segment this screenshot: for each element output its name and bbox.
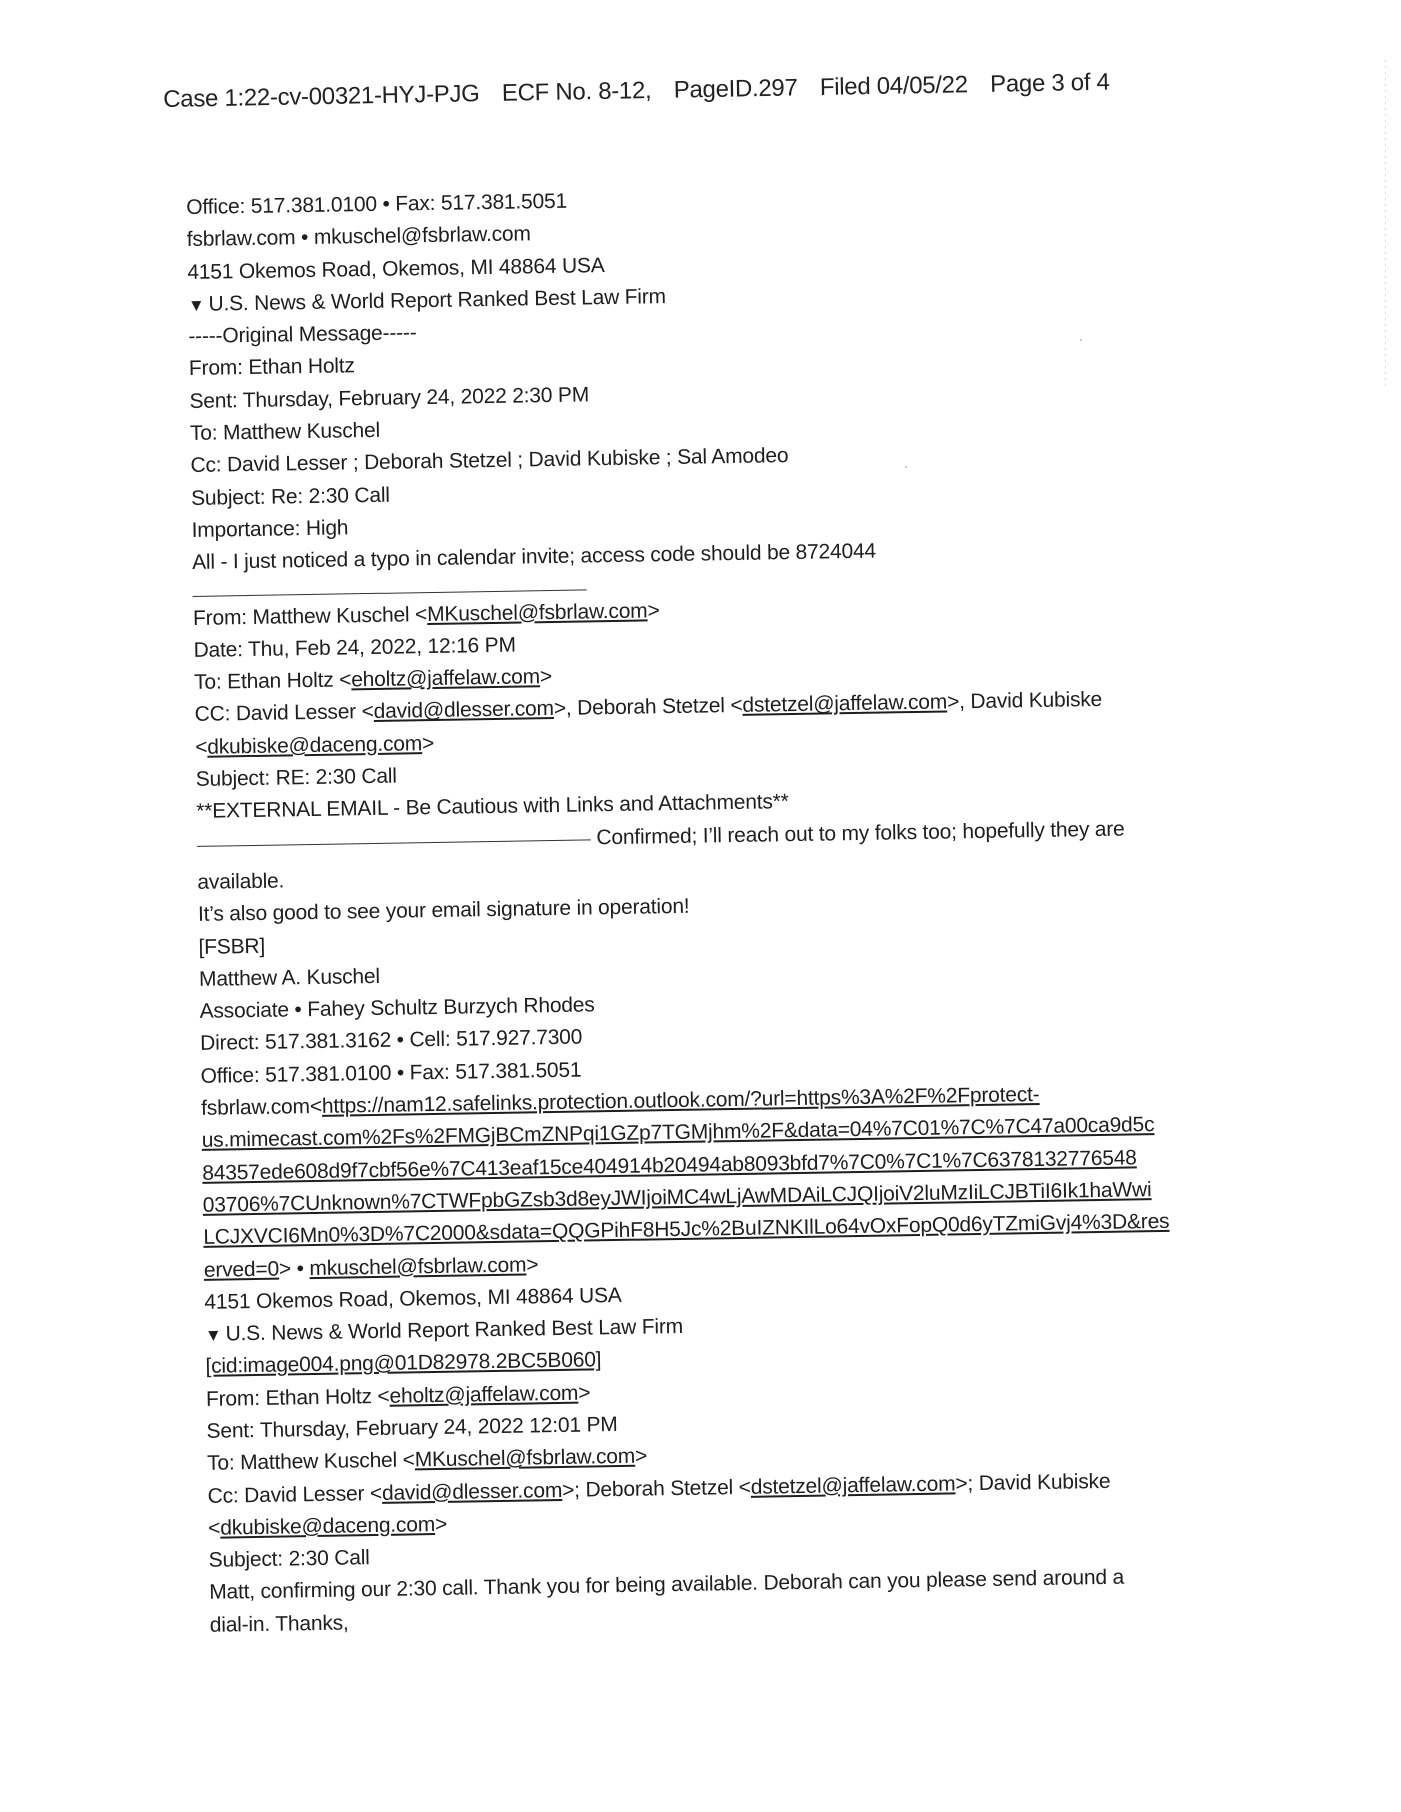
cc-email-link[interactable]: dkubiske@daceng.com [220,1512,436,1540]
page-number: Page 3 of 4 [989,68,1110,98]
ecf-number: ECF No. 8-12, [501,77,652,107]
email-sent: Sent: Thursday, February 24, 2022 2:30 PM [189,383,590,413]
cc-email-link[interactable]: dstetzel@jaffelaw.com [750,1472,956,1499]
ecf-filing-header [163,68,1126,114]
to-label: To: Matthew Kuschel < [206,1448,415,1476]
url-suffix: > • [278,1256,310,1281]
email-subject: Subject: RE: 2:30 Call [195,764,397,791]
original-message-separator: -----Original Message----- [188,321,417,349]
triangle-marker-icon: ▼ [204,1325,222,1345]
triangle-marker-icon: ▼ [187,295,205,315]
gt-symbol: > [421,731,435,755]
email-chain [186,175,1260,1642]
email-body-line: Matt, confirming our 2:30 call. Thank you for being available. Deborah can you please send around a [209,1566,1125,1605]
cc-email-link[interactable]: david@dlesser.com [373,697,555,724]
signature-office: Office: 517.381.0100 • Fax: 517.381.5051 [200,1058,582,1088]
scan-edge-artifact [1385,60,1386,390]
safelink-url[interactable]: 84357ede608d9f7cbf56e%7C413eaf15ce404914b20494ab8093bfd7%7C0%7C1%7C6378132776548 [202,1145,1137,1185]
from-email-link[interactable]: MKuschel@fsbrlaw.com [426,598,648,626]
safelink-url[interactable]: LCJXVCI6Mn0%3D%7C2000&sdata=QQGPihF8H5Jc%2BuIZNKIlLo64vOxFopQ0d6yTZmiGvj4%3D&res [203,1210,1170,1250]
lt-symbol: < [207,1516,221,1540]
gt-symbol: > [434,1512,448,1536]
safelink-url[interactable]: erved=0 [203,1257,280,1282]
signature-title: Associate • Fahey Schultz Burzych Rhodes [199,993,595,1024]
cc-label: >, Deborah Stetzel < [553,694,743,721]
email-message-3 [206,1366,1260,1642]
email-date: Date: Thu, Feb 24, 2022, 12:16 PM [193,633,516,662]
cc-email-link[interactable]: david@dlesser.com [381,1478,563,1505]
body-text: Confirmed; I’ll reach out to my folks too; hopefully they are [596,817,1125,849]
safelink-url[interactable]: us.mimecast.com%2Fs%2FMGjBCmZNPqi1GZp7TGMjhm%2F&data=04%7C01%7C%7C47a00ca9d5c [201,1113,1155,1153]
cc-label: Cc: David Lesser < [207,1481,383,1508]
from-email-link[interactable]: eholtz@jaffelaw.com [389,1381,579,1408]
gt-symbol: > [526,1252,539,1277]
email-sent: Sent: Thursday, February 24, 2022 12:01 PM [206,1413,618,1443]
signature-direct: Direct: 517.381.3162 • Cell: 517.927.7300 [199,1025,583,1056]
ranking-text: U.S. News & World Report Ranked Best Law Firm [208,284,667,316]
gt-symbol: > [647,598,660,622]
lt-symbol: < [195,735,208,759]
gt-symbol: > [539,665,553,689]
web-prefix: fsbrlaw.com< [201,1094,323,1120]
from-label: From: Ethan Holtz < [205,1384,390,1411]
cc-label: >; David Kubiske [955,1469,1111,1495]
cc-label: CC: David Lesser < [194,700,374,727]
separator-rule [193,589,587,597]
email-message-2 [193,585,1256,1383]
email-body-line: dial-in. Thanks, [209,1611,349,1637]
gt-symbol: > [578,1381,591,1405]
case-number: Case 1:22-cv-00321-HYJ-PJG [163,80,480,113]
to-email-link[interactable]: eholtz@jaffelaw.com [351,665,541,692]
ranking-text: U.S. News & World Report Ranked Best Law Firm [225,1315,684,1346]
signature-email-link[interactable]: mkuschel@fsbrlaw.com [309,1253,527,1280]
scan-speck [905,466,907,468]
blank-rule [197,839,591,847]
email-subject: Subject: Re: 2:30 Call [190,483,390,510]
page-id: PageID.297 [673,74,798,104]
gt-symbol: > [634,1444,648,1469]
email-subject: Subject: 2:30 Call [208,1546,370,1572]
cc-label: >; Deborah Stetzel < [561,1475,751,1502]
signature-name: Matthew A. Kuschel [198,964,381,991]
email-body: All - I just noticed a typo in calendar invite; access code should be 8724044 [191,539,877,575]
cc-label: >, David Kubiske [946,688,1103,714]
from-label: From: Matthew Kuschel < [192,602,428,630]
signature-address: 4151 Okemos Road, Okemos, MI 48864 USA [204,1283,622,1314]
email-message-1 [188,304,1242,580]
signature-office: Office: 517.381.0100 • Fax: 517.381.5051 [186,189,568,219]
scan-speck [1080,339,1082,341]
safelink-url[interactable]: 03706%7CUnknown%7CTWFpbGZsb3d8eyJWIjoiMC4wLjAwMDAiLCJQIjoiV2luMzIiLCJBTiI6Ik1haWwi [202,1178,1152,1217]
cc-email-link[interactable]: dstetzel@jaffelaw.com [742,690,948,718]
external-email-warning: **EXTERNAL EMAIL - Be Cautious with Links and Attachments** [196,790,789,824]
signature-address: 4151 Okemos Road, Okemos, MI 48864 USA [187,253,605,284]
email-cc: Cc: David Lesser ; Deborah Stetzel ; David Kubiske ; Sal Amodeo [190,444,789,478]
email-importance: Importance: High [191,516,349,542]
logo-placeholder: [FSBR] [198,934,266,959]
email-from: From: Ethan Holtz [188,354,355,381]
filed-date: Filed 04/05/22 [819,71,969,101]
safelink-url[interactable]: https://nam12.safelinks.protection.outlook.com/?url=https%3A%2F%2Fprotect- [321,1082,1040,1118]
to-label: To: Ethan Holtz < [193,668,352,695]
email-to: To: Matthew Kuschel [189,418,381,446]
cid-image-link[interactable]: [cid:image004.png@01D82978.2BC5B060] [205,1348,602,1379]
cc-email-link[interactable]: dkubiske@daceng.com [207,731,423,759]
email-body-line: It’s also good to see your email signature in operation! [197,894,690,927]
signature-web-email: fsbrlaw.com • mkuschel@fsbrlaw.com [186,222,531,252]
to-email-link[interactable]: MKuschel@fsbrlaw.com [414,1445,636,1472]
email-body-line: available. [197,869,285,894]
